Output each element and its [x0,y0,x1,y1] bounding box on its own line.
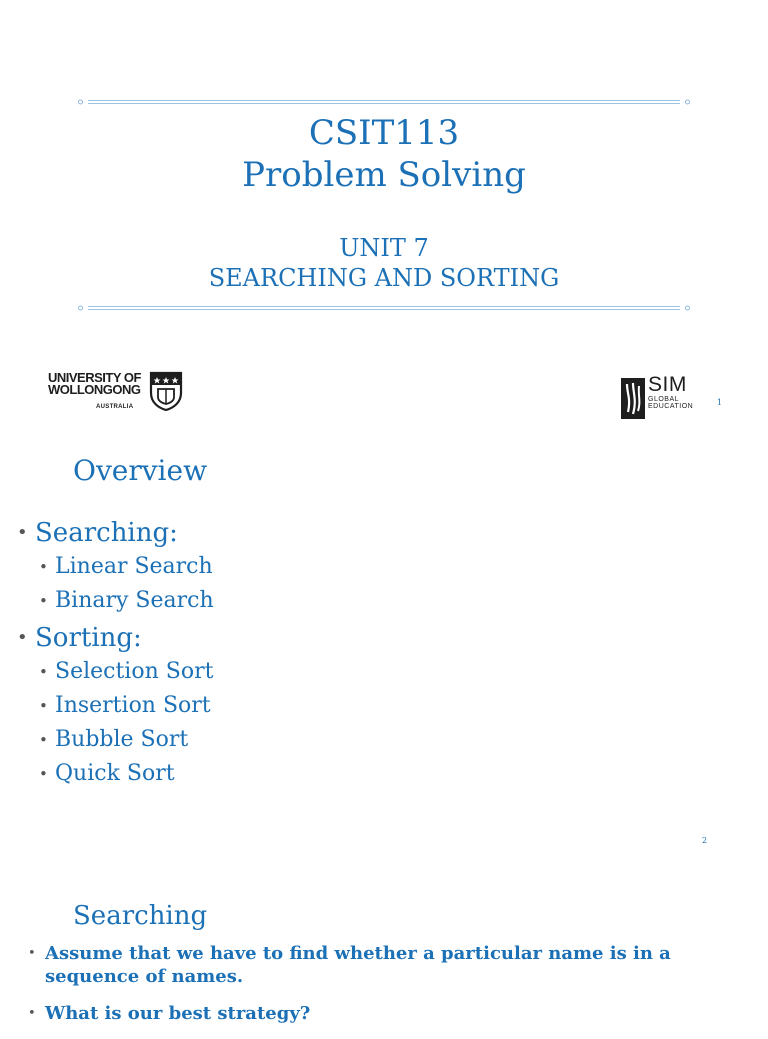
university-logo-text: UNIVERSITY OF WOLLONGONG [48,370,141,397]
slide-heading: Overview [73,454,208,487]
slide-subtitle [0,233,768,293]
list-item: • Quick Sort [17,757,214,791]
section-label: • Searching: [17,516,214,550]
unit-number: UNIT 7 [339,234,429,262]
list-item: • What is our best strategy? [28,1002,743,1025]
list-item: • Selection Sort [17,655,214,689]
title-slide [0,0,768,432]
searching-slide [0,864,768,1024]
section-label: • Sorting: [17,621,214,655]
sub-list [17,655,214,792]
decorative-rule-top [78,97,690,107]
sim-logo-mark-icon [621,378,645,419]
list-item: • Assume that we have to find whether a particular name is in a sequence of names. [28,942,743,988]
decorative-rule-bottom [78,303,690,313]
page-number: 2 [702,836,708,845]
overview-list [17,516,214,794]
list-item: • Binary Search [17,584,214,618]
university-crest-icon [149,371,183,411]
searching-bullets [28,942,743,1039]
slide-heading: Searching [73,901,208,931]
slide-title [0,112,768,196]
course-code: CSIT113 [308,113,460,153]
overview-slide [0,432,768,864]
sim-global-education-logo [621,373,695,420]
section-searching [17,516,214,619]
unit-title: SEARCHING AND SORTING [208,264,560,292]
section-sorting [17,621,214,792]
page-number: 1 [717,398,723,407]
university-logo-subtext: AUSTRALIA [96,404,134,410]
sub-list [17,550,214,619]
university-logo [48,370,184,414]
list-item: • Linear Search [17,550,214,584]
list-item: • Bubble Sort [17,723,214,757]
course-name: Problem Solving [242,155,526,195]
list-item: • Insertion Sort [17,689,214,723]
sim-logo-text: SIM GLOBAL EDUCATION [648,373,694,410]
